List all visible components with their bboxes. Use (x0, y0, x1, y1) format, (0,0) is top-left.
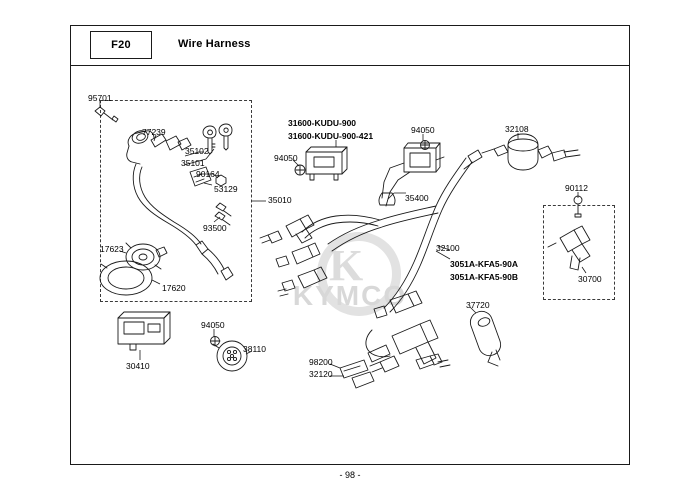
part-35101-key-blank (219, 124, 232, 150)
leader-lines (100, 101, 589, 376)
callout-30700: 30700 (578, 274, 602, 284)
part-93500-screws (215, 203, 231, 225)
callout-37720: 37720 (466, 300, 490, 310)
callout-32100: 32100 (436, 243, 460, 253)
callout-31600-kudu-900: 31600-KUDU-900 (288, 118, 357, 128)
callout-94050-a: 94050 (274, 153, 298, 163)
part-30700-spark-plug-cap (548, 226, 590, 270)
part-17620-horn (126, 243, 167, 270)
callout-35102: 35102 (185, 146, 209, 156)
callout-94050-b: 94050 (411, 125, 435, 135)
part-94050-bolt-a (295, 165, 305, 175)
section-code-cell: F20 (90, 31, 152, 59)
part-32100-main-harness (260, 158, 472, 388)
callout-95701: 95701 (88, 93, 112, 103)
callout-32120: 32120 (309, 369, 333, 379)
part-30410-cdi-unit (118, 312, 170, 350)
watermark-k-letter: K (329, 241, 364, 290)
callout-17623: 17623 (100, 244, 124, 254)
callout-93500: 93500 (203, 223, 227, 233)
callout-53129: 53129 (214, 184, 238, 194)
part-31600-regulator (306, 147, 347, 180)
part-37720-sensor (470, 311, 500, 366)
part-94050-bolt-c (211, 337, 221, 347)
callout-35400: 35400 (405, 193, 429, 203)
callout-35010: 35010 (268, 195, 292, 205)
page-title: Wire Harness (178, 38, 251, 50)
part-95701-screw (95, 107, 118, 122)
page-number: - 98 - (339, 470, 361, 480)
callout-94050-c: 94050 (201, 320, 225, 330)
callout-38110: 38110 (243, 344, 267, 354)
callout-3051a-kfa5-90a: 3051A-KFA5-90A (450, 259, 519, 269)
callout-90112: 90112 (565, 183, 589, 193)
part-38110-round-part (213, 341, 247, 371)
callout-30410: 30410 (126, 361, 150, 371)
callout-35101: 35101 (181, 158, 205, 168)
part-90112-bolt (574, 196, 582, 217)
part-17623-horn-cover (100, 261, 152, 295)
callout-17620: 17620 (162, 283, 186, 293)
callout-77239: 77239 (142, 127, 166, 137)
ignition-harness-cable (133, 164, 233, 280)
callout-90164: 90164 (196, 169, 220, 179)
callout-3051a-kfa5-90b: 3051A-KFA5-90B (450, 272, 519, 282)
watermark-text: KYMCO (292, 280, 408, 311)
part-94050-bolt-b (421, 141, 430, 150)
part-32108-coil-assembly (464, 134, 580, 170)
callout-32108: 32108 (505, 124, 529, 134)
callout-98200: 98200 (309, 357, 333, 367)
callout-31600-kudu-900-421: 31600-KUDU-900-421 (288, 131, 374, 141)
